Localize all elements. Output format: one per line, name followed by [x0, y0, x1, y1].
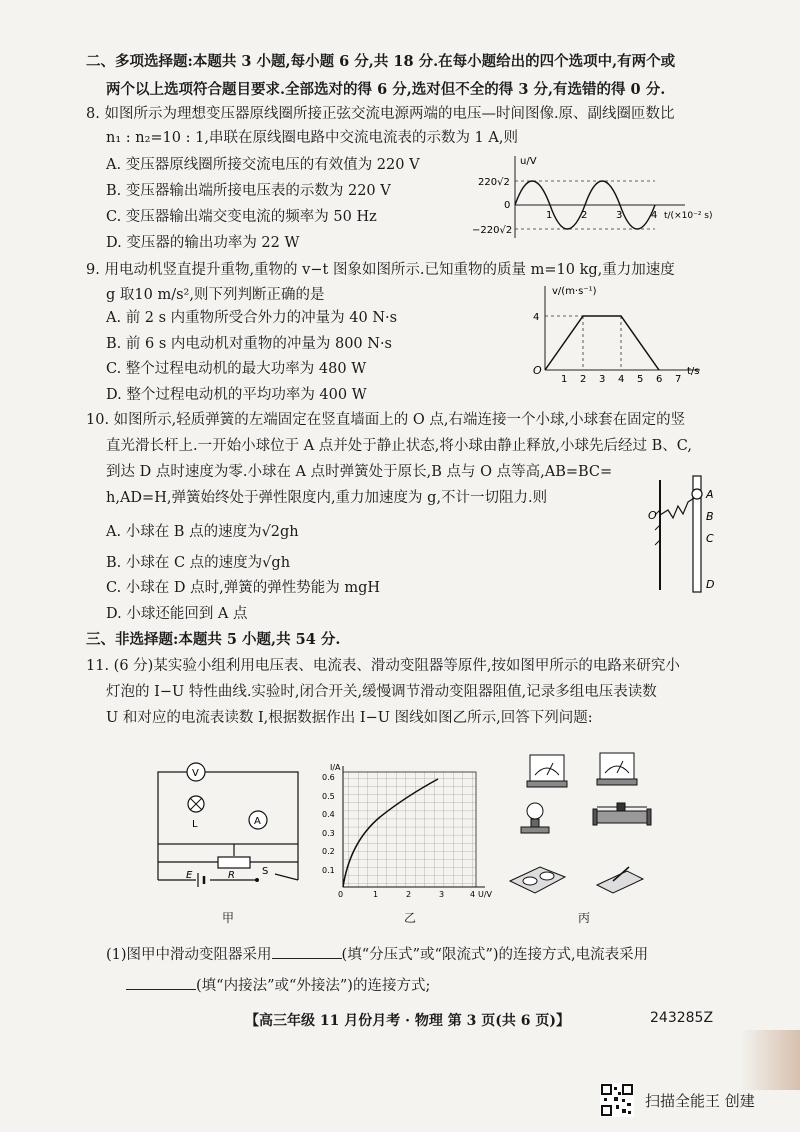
- iu-ytick-01: 0.1: [322, 866, 335, 875]
- ammeter-apparatus: [597, 753, 637, 785]
- q9-option-d: D. 整个过程电动机的平均功率为 400 W: [106, 387, 367, 403]
- circuit-a: A: [254, 816, 261, 827]
- q9-option-a: A. 前 2 s 内重物所受合外力的冲量为 40 N·s: [106, 310, 398, 326]
- label-o: O: [648, 509, 657, 522]
- answer-blank-2[interactable]: [126, 975, 196, 990]
- scan-shadow: [740, 1030, 800, 1090]
- section2-header-line1: 二、多项选择题:本题共 3 小题,每小题 6 分,共 18 分.在每小题给出的四个选项中,有两个或: [86, 53, 676, 70]
- q11-stem-line1: 11. (6 分)某实验小组利用电压表、电流表、滑动变阻器等原件,按如图甲所示的电路来研究小: [86, 658, 680, 674]
- iu-xtick-3: 3: [439, 890, 445, 899]
- footer-page-info: 【高三年级 11 月份月考 · 物理 第 3 页(共 6 页)】: [245, 1013, 570, 1029]
- q11-stem-line2: 灯泡的 I−U 特性曲线.实验时,闭合开关,缓慢调节滑动变阻器阻值,记录多组电压表读数: [106, 684, 657, 700]
- iu-xlabel: U/V: [478, 890, 493, 899]
- q8-ylabel: u/V: [520, 156, 537, 167]
- label-c: C: [706, 532, 714, 545]
- label-jia: 甲: [222, 911, 235, 925]
- iu-ytick-05: 0.5: [322, 792, 335, 801]
- q10-stem-line1: 10. 如图所示,轻质弹簧的左端固定在竖直墙面上的 O 点,右端连接一个小球,小球套在固定的竖: [86, 412, 686, 428]
- q8-tick-1: 1: [546, 210, 553, 221]
- q10-stem-line4: h,AD=H,弹簧始终处于弹性限度内,重力加速度为 g,不计一切阻力.则: [106, 490, 548, 506]
- q9-tick-7: 7: [675, 374, 682, 385]
- q11-stem-line3: U 和对应的电流表读数 I,根据数据作出 I−U 图线如图乙所示,回答下列问题:: [106, 710, 593, 726]
- rheostat: [218, 857, 250, 868]
- q9-tick-5: 5: [637, 374, 644, 385]
- q9-stem-line1: 9. 用电动机竖直提升重物,重物的 v−t 图象如图所示.已知重物的质量 m=10 kg,重力加速度: [86, 262, 675, 278]
- q9-tick-6: 6: [656, 374, 663, 385]
- apparatus-figure-bing: [505, 745, 665, 905]
- label-a: A: [706, 488, 714, 501]
- q8-option-b: B. 变压器输出端所接电压表的示数为 220 V: [106, 183, 391, 199]
- q8-stem-line2: n₁ : n₂=10 : 1,串联在原线圈电路中交流电流表的示数为 1 A,则: [106, 130, 518, 146]
- iu-xtick-4: 4: [470, 890, 476, 899]
- q8-ypos-label: 220√2: [478, 177, 510, 188]
- q11-part1-line2: [126, 975, 430, 996]
- label-yi: 乙: [404, 911, 417, 925]
- iu-ytick-04: 0.4: [322, 810, 335, 819]
- ball: [692, 489, 702, 499]
- q10-option-b: B. 小球在 C 点的速度为√gh: [106, 555, 291, 571]
- q8-tick-4: 4: [651, 210, 658, 221]
- bulb-apparatus: [521, 803, 549, 833]
- iu-xtick-1: 1: [373, 890, 379, 899]
- q9-vt-graph: [525, 282, 705, 387]
- q8-yneg-label: −220√2: [472, 225, 513, 236]
- iu-ytick-03: 0.3: [322, 829, 335, 838]
- q10-spring-figure: [640, 470, 720, 595]
- q9-origin: O: [533, 364, 542, 377]
- q11-part1-text-c: (填“内接法”或“外接法”)的连接方式;: [196, 978, 431, 994]
- q8-option-c: C. 变压器输出端交变电流的频率为 50 Hz: [106, 209, 377, 225]
- switch-apparatus: [597, 867, 643, 893]
- q11-part1-text-b: (填“分压式”或“限流式”)的连接方式,电流表采用: [341, 947, 649, 963]
- iu-ylabel: I/A: [330, 763, 341, 772]
- q11-part1-text-a: (1)图甲中滑动变阻器采用: [106, 947, 272, 963]
- q9-tick-4: 4: [618, 374, 625, 385]
- q9-stem-line2: g 取10 m/s²,则下列判断正确的是: [106, 287, 325, 303]
- q10-stem-line2: 直光滑长杆上.一开始小球位于 A 点并处于静止状态,将小球由静止释放,小球先后经过 B、C,: [106, 438, 692, 454]
- iu-origin: 0: [338, 890, 344, 899]
- label-b: B: [706, 510, 714, 523]
- iu-ytick-06: 0.6: [322, 773, 335, 782]
- iu-xtick-2: 2: [406, 890, 412, 899]
- q9-option-b: B. 前 6 s 内电动机对重物的冲量为 800 N·s: [106, 336, 392, 352]
- circuit-l: L: [192, 819, 198, 830]
- q10-option-c: C. 小球在 D 点时,弹簧的弹性势能为 mgH: [106, 580, 381, 596]
- q10-option-d: D. 小球还能回到 A 点: [106, 606, 248, 622]
- battery-apparatus: [510, 867, 565, 893]
- q9-tick-3: 3: [599, 374, 606, 385]
- q8-tick-3: 3: [616, 210, 623, 221]
- rheostat-apparatus: [593, 803, 651, 825]
- circuit-v: V: [192, 768, 199, 779]
- vt-line: [545, 316, 659, 370]
- section3-header: 三、非选择题:本题共 5 小题,共 54 分.: [86, 631, 341, 648]
- q8-tick-2: 2: [581, 210, 588, 221]
- q9-ytick-4: 4: [533, 312, 540, 323]
- voltmeter-apparatus: [527, 755, 567, 787]
- q8-option-a: A. 变压器原线圈所接交流电压的有效值为 220 V: [106, 157, 420, 173]
- circuit-diagram-jia: [150, 760, 310, 900]
- q9-ylabel: v/(m·s⁻¹): [552, 286, 597, 297]
- watermark-text: 扫描全能王 创建: [645, 1092, 755, 1110]
- q10-stem-line3: 到达 D 点时速度为零.小球在 A 点时弹簧处于原长,B 点与 O 点等高,AB=BC=: [106, 464, 613, 480]
- section2-header-line2: 两个以上选项符合题目要求.全部选对的得 6 分,选对但不全的得 3 分,有选错的得 0 分.: [106, 81, 666, 98]
- q8-stem-line1: 8. 如图所示为理想变压器原线圈所接正弦交流电源两端的电压—时间图像.原、副线圈匝数比: [86, 106, 675, 122]
- iu-graph-yi: [320, 762, 495, 902]
- qr-code-icon: [600, 1083, 634, 1117]
- circuit-e: E: [186, 870, 193, 881]
- q8-zero-label: 0: [504, 200, 511, 211]
- q9-option-c: C. 整个过程电动机的最大功率为 480 W: [106, 361, 367, 377]
- q9-xlabel: t/s: [687, 366, 700, 377]
- answer-blank-1[interactable]: [272, 944, 342, 959]
- circuit-r: R: [228, 870, 235, 881]
- footer-code: 243285Z: [650, 1010, 714, 1026]
- circuit-s: S: [262, 866, 269, 877]
- q10-option-a: A. 小球在 B 点的速度为√2gh: [106, 524, 299, 540]
- label-bing: 丙: [578, 911, 591, 925]
- q8-option-d: D. 变压器的输出功率为 22 W: [106, 235, 300, 251]
- q9-tick-2: 2: [580, 374, 587, 385]
- q8-xlabel: t/(×10⁻² s): [664, 211, 713, 221]
- label-d: D: [706, 578, 715, 591]
- q11-part1-line1: [106, 944, 648, 965]
- spring: [660, 498, 694, 518]
- iu-ytick-02: 0.2: [322, 847, 335, 856]
- q9-tick-1: 1: [561, 374, 568, 385]
- q8-voltage-graph: [470, 150, 713, 242]
